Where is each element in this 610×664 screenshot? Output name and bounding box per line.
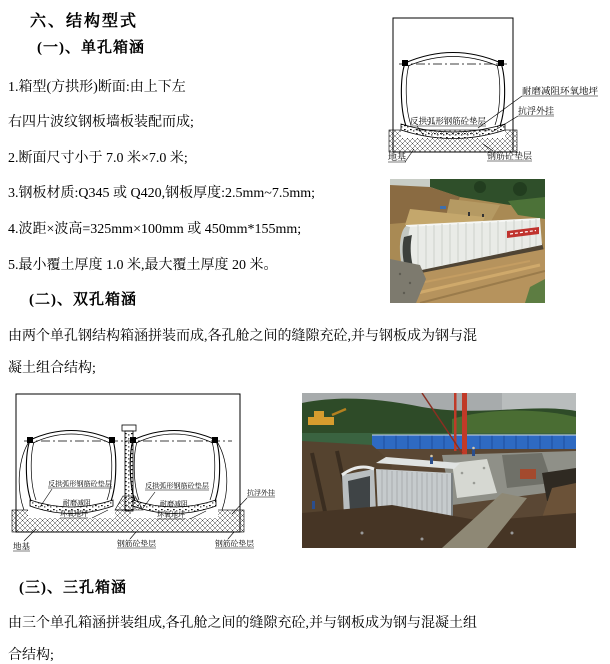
center-column (125, 431, 133, 511)
excavator (308, 417, 334, 425)
double-culvert-diagram (10, 388, 300, 564)
body-line-7: 由两个单孔钢结构箱涵拼装而成,各孔舱之间的缝隙充砼,并与钢板成为钢与混 (8, 329, 477, 344)
body-line-2: 右四片波纹钢板墙板装配而成; (8, 115, 194, 130)
body-line-5: 4.波距×波高=325mm×100mm 或 450mm*155mm; (8, 222, 302, 237)
label-cushion: 钢筋砼垫层 (487, 151, 533, 161)
column-cap (122, 425, 136, 431)
label-cushion-center: 钢筋砼垫层 (117, 539, 155, 548)
heading-triple-culvert: (三)、三孔箱涵 (19, 580, 127, 596)
crane-boom (462, 393, 467, 455)
label-foundation: 地基 (388, 152, 407, 162)
single-culvert-photo (390, 179, 545, 303)
heading-single-culvert: (一)、单孔箱涵 (37, 40, 145, 56)
label-coating-left-1: 耐磨减阻 (63, 499, 91, 507)
label-bedding-left: 反拱弧形钢筋砼垫层 (48, 480, 111, 488)
label-bedding: 反拱弧形钢筋砼垫层 (410, 116, 487, 126)
double-culvert-photo (302, 393, 576, 548)
heading-double-culvert: (二)、双孔箱涵 (29, 292, 137, 308)
body-line-9: 由三个单孔箱涵拼装组成,各孔舱之间的缝隙充砼,并与钢板成为钢与混凝土组 (8, 616, 477, 631)
label-anti-float: 抗浮外挂 (247, 489, 275, 497)
worker (430, 457, 433, 464)
body-line-10: 合结构; (8, 648, 54, 663)
label-bedding-right: 反拱弧形钢筋砼垫层 (145, 482, 208, 490)
body-line-1: 1.箱型(方拱形)断面:由上下左 (8, 80, 186, 95)
body-line-8: 凝土组合结构; (8, 361, 96, 376)
heading-structure-type: 六、结构型式 (30, 13, 139, 30)
label-coating: 耐磨减阻环氧地坪 (522, 86, 595, 96)
body-line-3: 2.断面尺寸小于 7.0 米×7.0 米; (8, 151, 188, 166)
body-line-4: 3.钢板材质:Q345 或 Q420,钢板厚度:2.5mm~7.5mm; (8, 186, 316, 201)
label-foundation: 地基 (13, 542, 29, 551)
label-coating-left-2: 环氧地坪 (60, 510, 88, 518)
blue-tarp (440, 206, 446, 209)
body-line-6: 5.最小覆土厚度 1.0 米,最大覆土厚度 20 米。 (8, 258, 278, 273)
single-culvert-diagram (385, 16, 610, 182)
label-anti-float: 抗浮外挂 (518, 106, 555, 116)
label-cushion-right: 钢筋砼垫层 (215, 539, 253, 548)
label-coating-right-1: 耐磨减阻 (160, 500, 188, 508)
label-coating-right-2: 环氧地坪 (157, 511, 185, 519)
